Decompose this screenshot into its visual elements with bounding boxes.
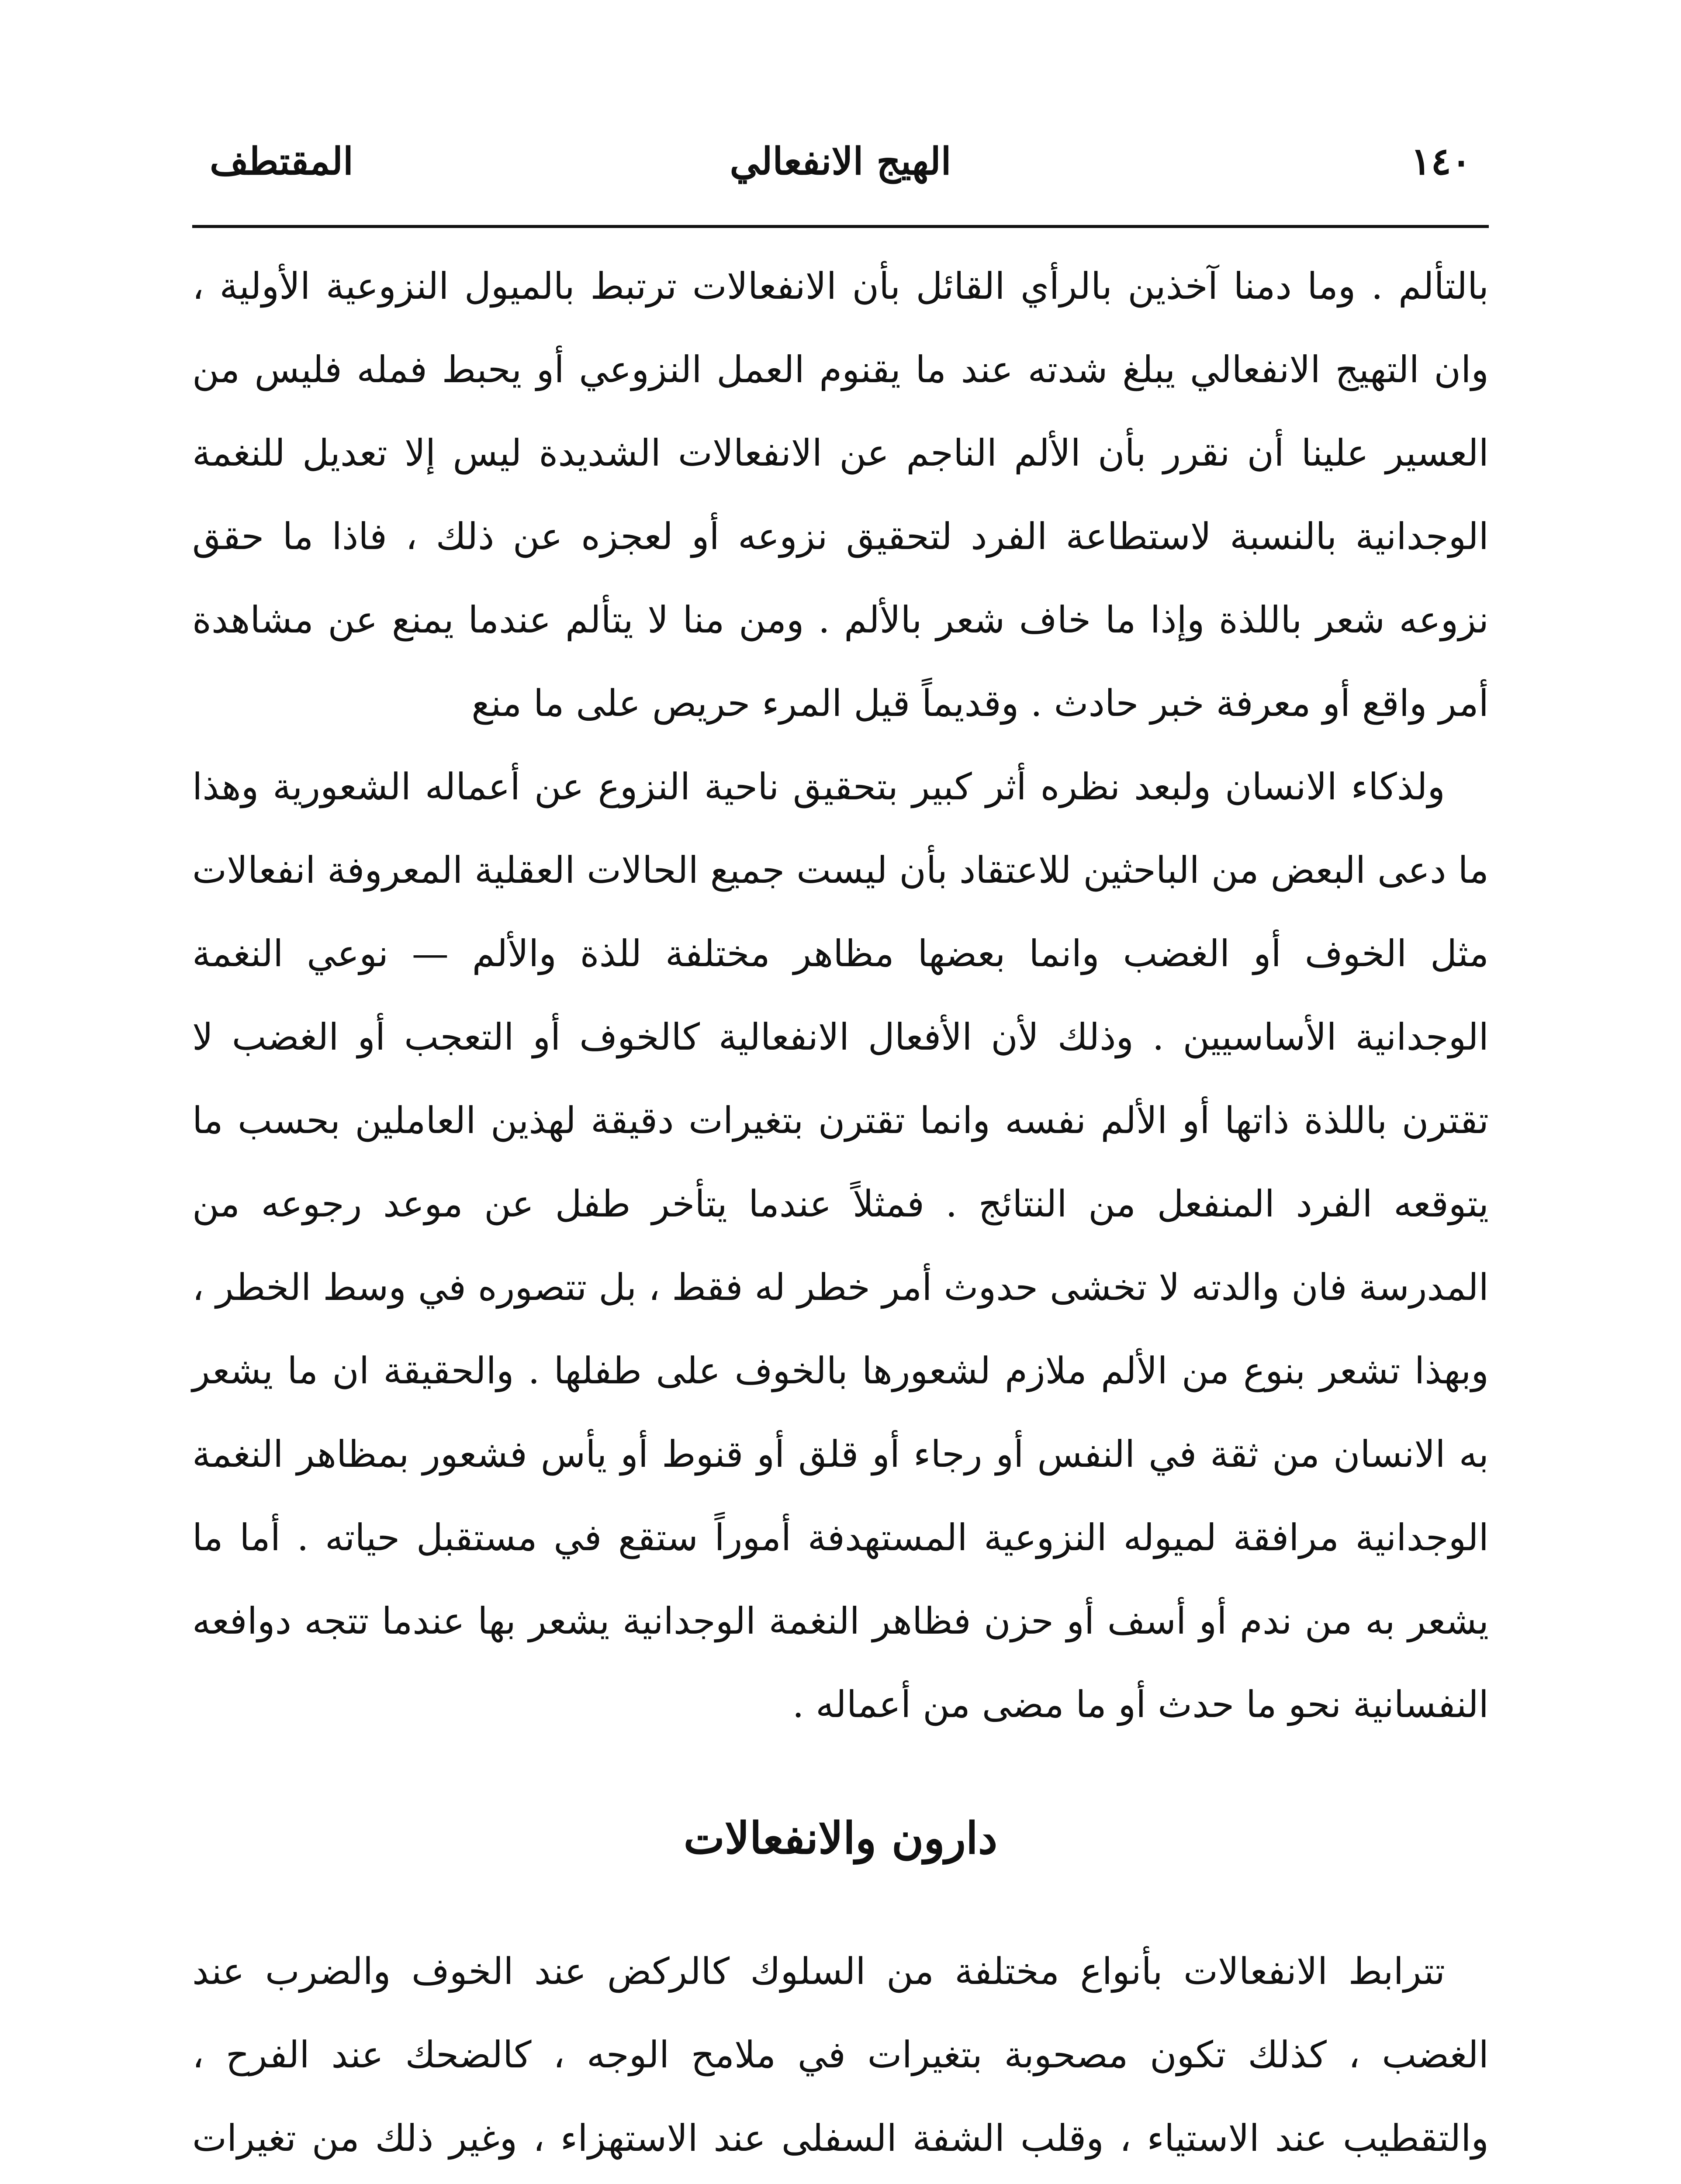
running-title: الهيج الانفعالي [730,139,951,183]
page-header [192,131,1489,192]
header-divider [192,225,1489,228]
paragraph-darwin-and-emotions: تترابط الانفعالات بأنواع مختلفة من السلوك كالركض عند الخوف والضرب عند الغضب ، كذلك تكون مصحوبة بتغيرات في ملامح الوجه ، كالضحك عند الفرح ، والتقطيب عند الاستياء ، وقلب الشفة السفلى عند الاستهزاء ، وغير ذلك من تغيرات [192,1950,1489,2160]
paragraph-pain-and-striving: بالتألم . وما دمنا آخذين بالرأي القائل بأن الانفعالات ترتبط بالميول النزوعية الأولية ، وان التهيج الانفعالي يبلغ شدته عند ما يقنوم العمل النزوعي أو يحبط فمله فليس من العسير علينا أن نقرر بأن الألم الناجم عن الانفعالات الشديدة ليس إلا تعديل للنغمة الوجدانية بالنسبة لاستطاعة الفرد لتحقيق نزوعه أو لعجزه عن ذلك ، فاذا ما حقق نزوعه شعر باللذة وإذا ما خاف شعر بالألم . ومن منا لا يتألم عندما يمنع عن مشاهدة أمر واقع أو معرفة خبر حادث . وقديماً قيل المرء حريص على ما منع [192,265,1489,725]
paragraph-intelligence-and-emotion: ولذكاء الانسان ولبعد نظره أثر كبير بتحقيق ناحية النزوع عن أعماله الشعورية وهذا ما دعى البعض من الباحثين للاعتقاد بأن ليست جميع الحالات العقلية المعروفة انفعالات مثل الخوف أو الغضب وانما بعضها مظاهر مختلفة للذة والألم — نوعي النغمة الوجدانية الأساسيين . وذلك لأن الأفعال الانفعالية كالخوف أو التعجب أو الغضب لا تقترن باللذة ذاتها أو الألم نفسه وانما تقترن بتغيرات دقيقة لهذين العاملين بحسب ما يتوقعه الفرد المنفعل من النتائج . فمثلاً عندما يتأخر طفل عن موعد رجوعه من المدرسة فان والدته لا تخشى حدوث أمر خطر له فقط ، بل تتصوره في وسط الخطر ، وبهذا تشعر بنوع من الألم ملازم لشعورها بالخوف على طفلها . والحقيقة ان ما يشعر به الانسان من ثقة في النفس أو رجاء أو قلق أو قنوط أو يأس فشعور بمظاهر النغمة الوجدانية مرافقة لميوله النزوعية المستهدفة أموراً ستقع في مستقبل حياته . أما ما يشعر به من ندم أو أسف أو حزن فظاهر النغمة الوجدانية يشعر بها عندما تتجه دوافعه النفسانية نحو ما حدث أو ما مضى من أعماله . [192,765,1489,1726]
body-text [192,245,1489,2184]
section-heading: دارون والانفعالات [683,1812,998,1864]
journal-name: المقتطف [210,139,353,183]
page-number: ١٤٠ [1411,139,1471,183]
